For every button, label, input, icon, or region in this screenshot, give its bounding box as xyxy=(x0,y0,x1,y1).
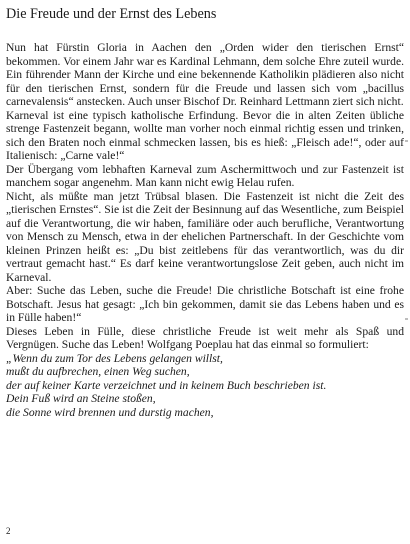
paragraph: Nicht, als müßte man jetzt Trübsal blasen. Die Fastenzeit ist nicht die Zeit des „tierischen Ernstes“. Sie ist die Zeit der Besinnung auf das Wesentliche, zum Beispiel auf die Verantwortung, die wir haben, familiäre oder auch berufliche, Verantwortung von Mensch zu Mensch, etwa in der ehelichen Partnerschaft. In der Geschichte vom kleinen Prinzen heißt es: „Du bist zeitlebens für das verantwortlich, was du dir vertraut gemacht hast.“ Es darf keine verantwortungslose Zeit geben, auch nicht im Karneval. xyxy=(6,189,404,284)
paragraph: Karneval ist eine typisch katholische Erfindung. Bevor die in alten Zeiten übliche strenge Fastenzeit begann, wollte man vorher noch einmal richtig essen und trinken, sich den Braten noch einmal schmecken lassen, bis es hieß: „Fleisch ade!“, oder auf Italienisch: „Carne vale!“ xyxy=(6,108,404,162)
page-number: 2 xyxy=(6,526,11,536)
paragraph: Dieses Leben in Fülle, diese christliche Freude ist weit mehr als Spaß und Vergnügen. Suche das Leben! Wolfgang Poeplau hat das einmal so formuliert: xyxy=(6,324,404,351)
paragraph: Der Übergang vom lebhaften Karneval zum Aschermittwoch und zur Fastenzeit ist manchem sogar angenehm. Man kann nicht ewig Helau rufen. xyxy=(6,162,404,189)
poem-line: der auf keiner Karte verzeichnet und in keinem Buch beschrieben ist. xyxy=(6,378,327,392)
poem-line: Dein Fuß wird an Steine stoßen, xyxy=(6,392,156,405)
page-title: Die Freude und der Ernst des Lebens xyxy=(6,6,217,22)
document-page xyxy=(6,6,404,419)
poem-line: „Wenn du zum Tor des Lebens gelangen willst, xyxy=(6,351,223,365)
scan-mark xyxy=(405,140,408,142)
paragraph: Nun hat Fürstin Gloria in Aachen den „Orden wider den tierischen Ernst“ bekommen. Vor einem Jahr war es Kardinal Lehmann, dem solche Ehre zuteil wurde. Ein führender Mann der Kirche und eine bekennende Katholikin plädieren also nicht für den tierischen Ernst, sondern für die Freude und lassen sich vom „bacillus carnevalensis“ anstecken. Auch unser Bischof Dr. Reinhard Lettmann ziert sich nicht. xyxy=(6,41,404,108)
article-body xyxy=(6,41,404,352)
paragraph: Aber: Suche das Leben, suche die Freude! Die christliche Botschaft ist eine frohe Botschaft. Jesus hat gesagt: „Ich bin gekommen, damit sie das Lebens haben und es in Fülle haben!“ xyxy=(6,284,404,324)
scan-mark xyxy=(405,318,408,320)
poem-line: die Sonne wird brennen und durstig machen, xyxy=(6,405,214,419)
poem-line: mußt du aufbrechen, einen Weg suchen, xyxy=(6,365,190,378)
poem-quote xyxy=(6,352,404,420)
